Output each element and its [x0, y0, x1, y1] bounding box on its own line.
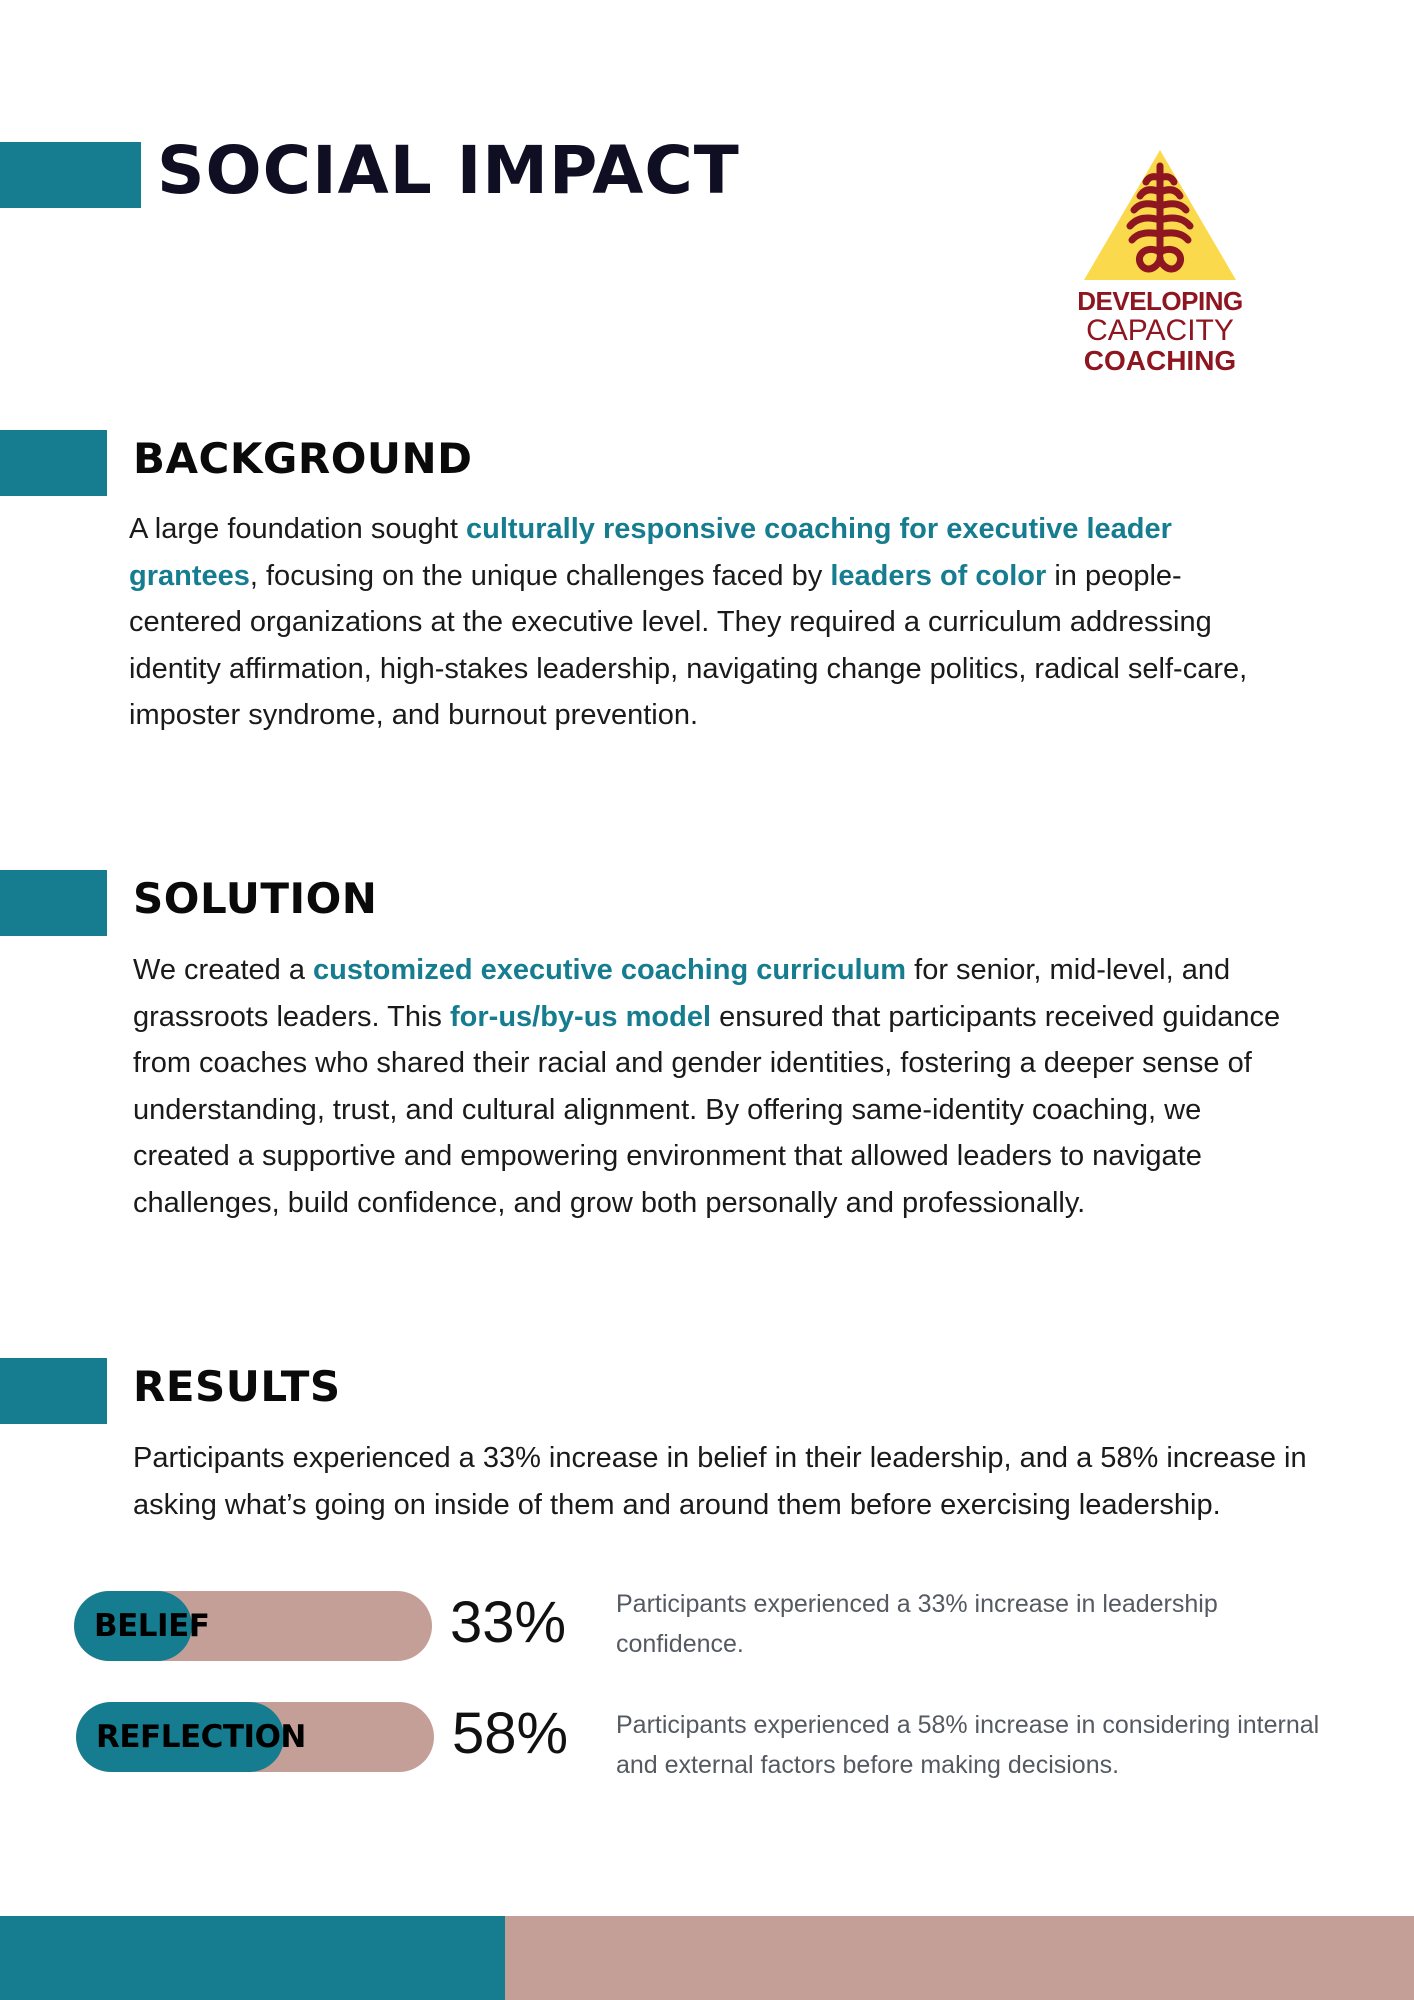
background-accent-bar [0, 430, 107, 496]
logo-text-capacity: CAPACITY [1086, 314, 1234, 347]
belief-description: Participants experienced a 33% increase in leadership confidence. [616, 1590, 1218, 1658]
background-highlight-1: culturally responsive coaching for executive leader grantees [129, 513, 1172, 592]
solution-paragraph [133, 947, 1283, 1226]
solution-text-1: We created a [133, 954, 314, 986]
background-paragraph [129, 506, 1279, 739]
reflection-progress-bar [76, 1702, 434, 1772]
tree-of-life-triangle-icon [1070, 148, 1250, 284]
belief-label: BELIEF [94, 1608, 210, 1644]
solution-highlight-1: customized executive coaching curriculum [313, 954, 907, 986]
background-heading: BACKGROUND [133, 434, 473, 483]
logo-text-coaching: COACHING [1083, 345, 1237, 376]
footer-band-rose [505, 1916, 1414, 2000]
results-heading: RESULTS [133, 1362, 341, 1411]
background-highlight-2: leaders of color [830, 559, 1047, 592]
reflection-description: Participants experienced a 58% increase in considering internal and external factors before making decisions. [616, 1711, 1320, 1779]
background-text-2: , focusing on the unique challenges faced by [249, 559, 831, 592]
footer-band-teal [0, 1916, 505, 2000]
company-logo [1070, 148, 1250, 378]
solution-accent-bar [0, 870, 107, 936]
reflection-label: REFLECTION [96, 1719, 306, 1755]
logo-text-developing: DEVELOPING [1077, 286, 1243, 316]
background-text-3: in people-centered organizations at the executive level. They required a curriculum addressing identity affirmation, high-stakes leadership, navigating change politics, radical self-care, imposter syndrome, and burnout prevention. [129, 559, 1248, 731]
belief-percent: 33% [450, 1590, 567, 1655]
page-title: SOCIAL IMPACT [157, 132, 740, 209]
solution-text-3: ensured that participants received guidance from coaches who shared their racial and gender identities, fostering a deeper sense of understanding, trust, and cultural alignment. By offering same-identity coaching, we created a supportive and empowering environment that allowed leaders to navigate challenges, build confidence, and grow both personally and professionally. [133, 1000, 1281, 1219]
background-text-1: A large foundation sought [129, 513, 466, 545]
results-accent-bar [0, 1358, 107, 1424]
solution-text-2: for senior, mid-level, and grassroots leaders. This [133, 954, 1231, 1033]
title-accent-bar [0, 142, 141, 208]
solution-heading: SOLUTION [133, 874, 378, 923]
solution-highlight-2: for-us/by-us model [450, 1000, 712, 1033]
reflection-percent: 58% [452, 1701, 569, 1766]
results-paragraph: Participants experienced a 33% increase in belief in their leadership, and a 58% increase in asking what’s going on inside of them and around them before exercising leadership. [133, 1442, 1307, 1521]
belief-progress-bar [74, 1591, 432, 1661]
